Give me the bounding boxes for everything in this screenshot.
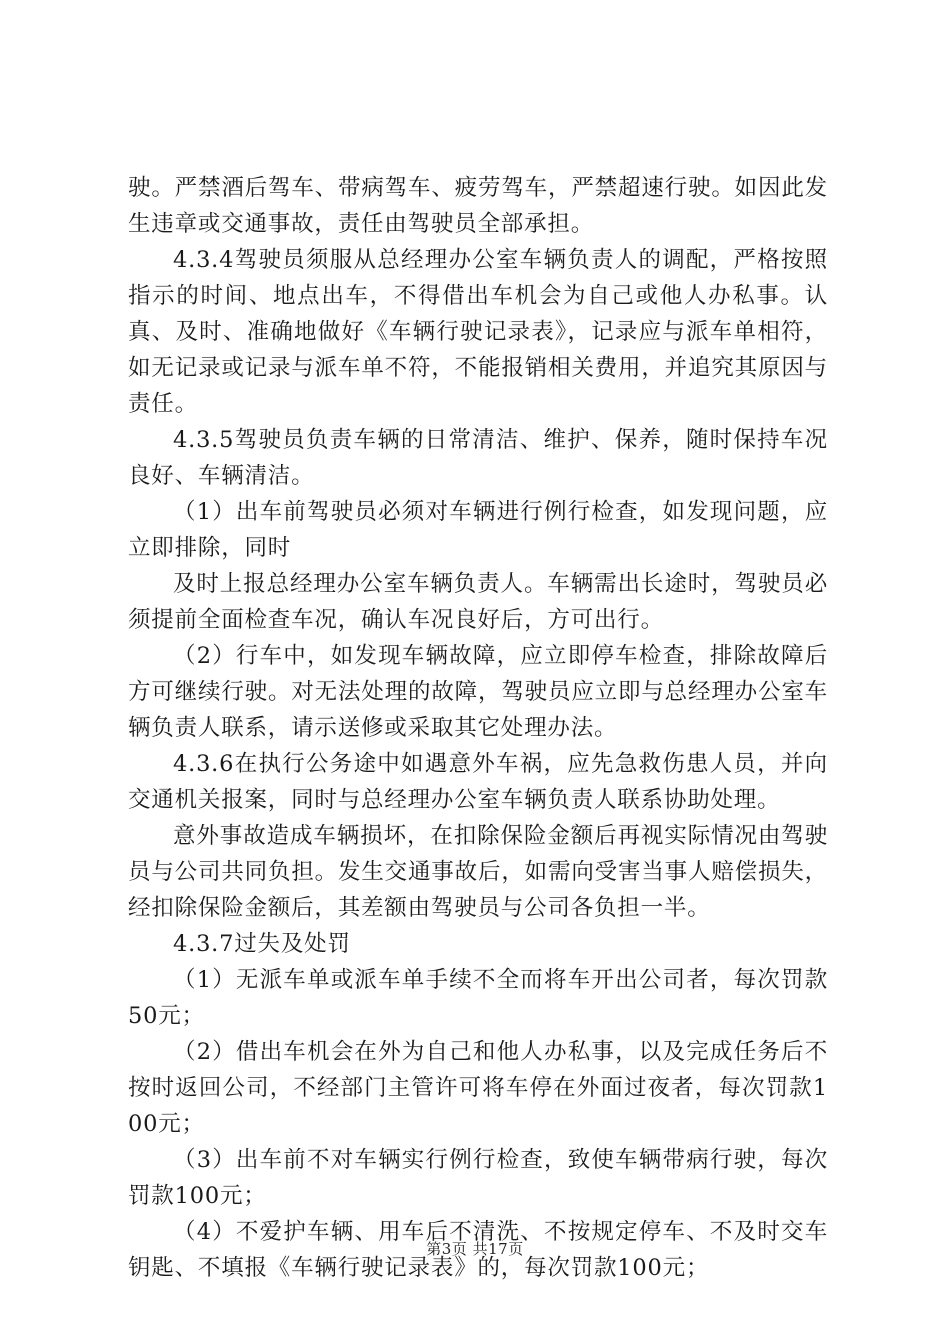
paragraph-item-1-pre-check: （1）出车前驾驶员必须对车辆进行例行检查，如发现问题，应立即排除，同时: [128, 499, 828, 561]
paragraph-item-2-in-transit: （2）行车中，如发现车辆故障，应立即停车检查，排除故障后方可继续行驶。对无法处理的故障，驾驶员应立即与总经理办公室车辆负责人联系，请示送修或采取其它处理办法。: [128, 643, 828, 741]
paragraph-item-1-continued: 及时上报总经理办公室车辆负责人。车辆需出长途时，驾驶员必须提前全面检查车况，确认车况良好后，方可出行。: [128, 571, 828, 633]
paragraph-4-3-5: 4.3.5驾驶员负责车辆的日常清洁、维护、保养，随时保持车况良好、车辆清洁。: [128, 427, 828, 489]
paragraph-penalty-2: （2）借出车机会在外为自己和他人办私事，以及完成任务后不按时返回公司，不经部门主管许可将车停在外面过夜者，每次罚款100元；: [128, 1039, 828, 1137]
paragraph-continued-driving-rules: 驶。严禁酒后驾车、带病驾车、疲劳驾车，严禁超速行驶。如因此发生违章或交通事故，责任由驾驶员全部承担。: [128, 175, 828, 237]
paragraph-4-3-6: 4.3.6在执行公务途中如遇意外车祸，应先急救伤患人员，并向交通机关报案，同时与总经理办公室车辆负责人联系协助处理。: [128, 751, 828, 813]
paragraph-penalty-4: （4）不爱护车辆、用车后不清洗、不按规定停车、不及时交车钥匙、不填报《车辆行驶记录表》的，每次罚款100元；: [128, 1219, 828, 1281]
page-number-footer: 第3页 共17页: [426, 1240, 524, 1258]
paragraph-4-3-7-heading: 4.3.7过失及处罚: [173, 931, 351, 957]
paragraph-penalty-3: （3）出车前不对车辆实行例行检查，致使车辆带病行驶，每次罚款100元；: [128, 1147, 828, 1209]
paragraph-4-3-4: 4.3.4驾驶员须服从总经理办公室车辆负责人的调配，严格按照指示的时间、地点出车，不得借出车机会为自己或他人办私事。认真、及时、准确地做好《车辆行驶记录表》，记录应与派车单相符，如无记录或记录与派车单不符，不能报销相关费用，并追究其原因与责任。: [128, 247, 828, 417]
document-body: [128, 170, 828, 1286]
paragraph-accident-liability: 意外事故造成车辆损坏，在扣除保险金额后再视实际情况由驾驶员与公司共同负担。发生交通事故后，如需向受害当事人赔偿损失，经扣除保险金额后，其差额由驾驶员与公司各负担一半。: [128, 823, 828, 921]
paragraph-penalty-1: （1）无派车单或派车单手续不全而将车开出公司者，每次罚款50元；: [128, 967, 828, 1029]
